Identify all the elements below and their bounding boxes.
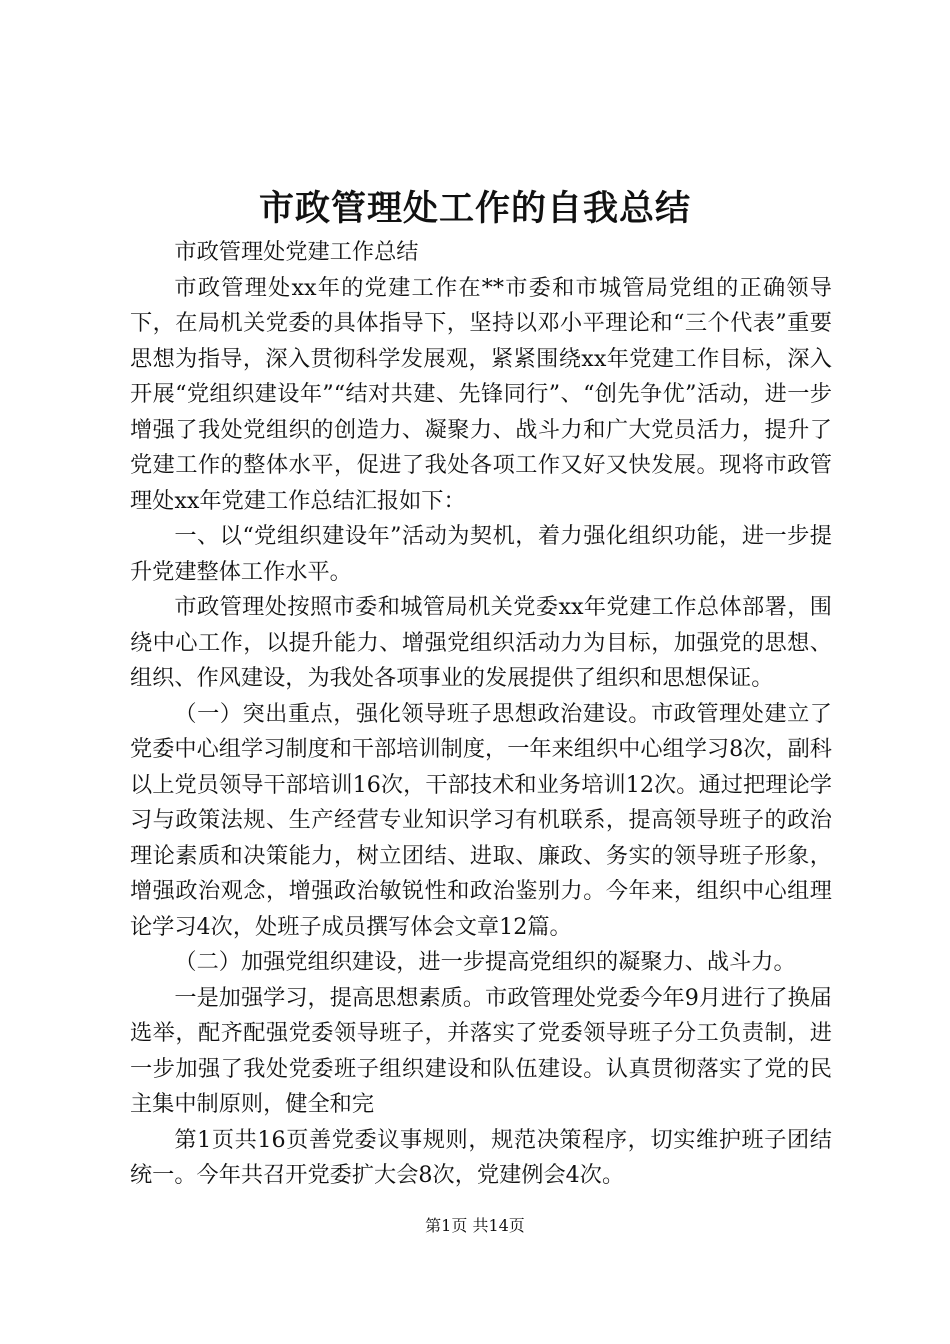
paragraph: 市政管理处xx年的党建工作在**市委和市城管局党组的正确领导下，在局机关党委的具体指导下，坚持以邓小平理论和“三个代表”重要思想为指导，深入贯彻科学发展观，紧紧围绕xx年党建工作目标，深入开展“党组织建设年”“结对共建、先锋同行”、“创先争优”活动，进一步增强了我处党组织的创造力、凝聚力、战斗力和广大党员活力，提升了党建工作的整体水平，促进了我处各项工作又好又快发展。现将市政管理处xx年党建工作总结汇报如下： bbox=[130, 274, 832, 514]
paragraph: 一是加强学习，提高思想素质。市政管理处党委今年9月进行了换届选举，配齐配强党委领导班子，并落实了党委领导班子分工负责制，进一步加强了我处党委班子组织建设和队伍建设。认真贯彻落实了党的民主集中制原则，健全和完 bbox=[130, 984, 832, 1117]
paragraph: 第1页共16页善党委议事规则，规范决策程序，切实维护班子团结统一。今年共召开党委扩大会8次，党建例会4次。 bbox=[130, 1126, 832, 1188]
document-body bbox=[130, 235, 832, 1194]
document-title: 市政管理处工作的自我总结 bbox=[258, 188, 691, 229]
page-number-footer: 第1页 共14页 bbox=[425, 1216, 525, 1235]
paragraph: （一）突出重点，强化领导班子思想政治建设。市政管理处建立了党委中心组学习制度和干部培训制度，一年来组织中心组学习8次，副科以上党员领导干部培训16次，干部技术和业务培训12次。通过把理论学习与政策法规、生产经营专业知识学习有机联系，提高领导班子的政治理论素质和决策能力，树立团结、进取、廉政、务实的领导班子形象，增强政治观念，增强政治敏锐性和政治鉴别力。今年来，组织中心组理论学习4次，处班子成员撰写体会文章12篇。 bbox=[130, 700, 832, 940]
paragraph: 市政管理处按照市委和城管局机关党委xx年党建工作总体部署，围绕中心工作，以提升能力、增强党组织活动力为目标，加强党的思想、组织、作风建设，为我处各项事业的发展提供了组织和思想保证。 bbox=[130, 594, 832, 691]
paragraph-section-heading: 一、以“党组织建设年”活动为契机，着力强化组织功能，进一步提升党建整体工作水平。 bbox=[130, 523, 832, 585]
paragraph-heading: 市政管理处党建工作总结 bbox=[174, 239, 419, 265]
paragraph-subsection-heading: （二）加强党组织建设，进一步提高党组织的凝聚力、战斗力。 bbox=[174, 949, 796, 975]
